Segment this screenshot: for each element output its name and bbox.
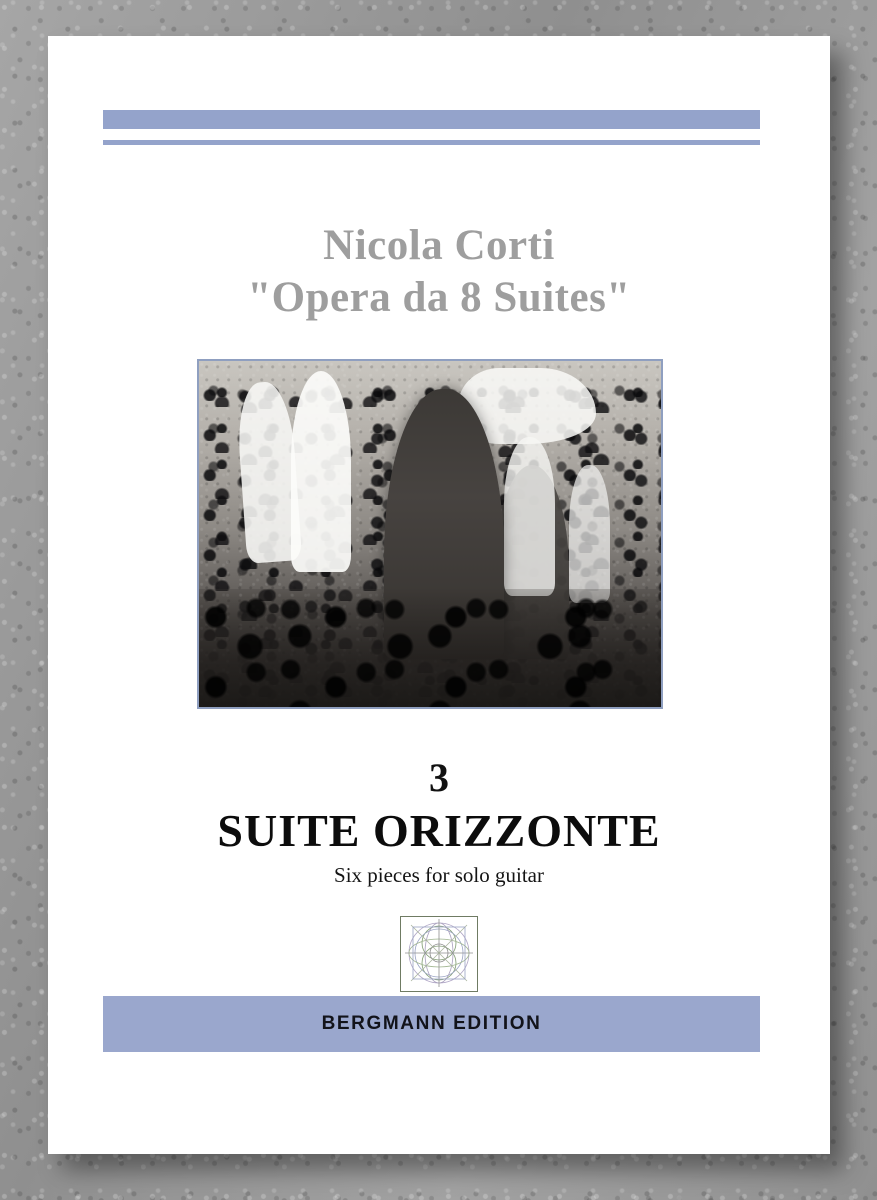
- top-thick-rule: [103, 110, 760, 129]
- artwork-snow-shape: [291, 371, 351, 572]
- publisher-footer-bar: [103, 996, 760, 1052]
- artwork-snow-shape: [569, 465, 611, 603]
- top-thin-rule: [103, 140, 760, 145]
- composer-name: Nicola Corti: [323, 222, 555, 269]
- artwork-snow-shape: [504, 437, 555, 596]
- cover-artwork: [197, 359, 663, 709]
- heading-block: [48, 220, 830, 325]
- artwork-image: [199, 361, 661, 707]
- artwork-foreground: [199, 589, 661, 707]
- opus-title: "Opera da 8 Suites": [247, 274, 631, 322]
- rule-spacer: [103, 129, 760, 140]
- publisher-logo-icon: [400, 916, 478, 992]
- publisher-name: BERGMANN EDITION: [321, 1013, 542, 1034]
- suite-number: 3: [429, 755, 449, 800]
- top-rule-group: [103, 110, 760, 145]
- suite-title: SUITE ORIZZONTE: [217, 805, 661, 856]
- suite-subtitle: Six pieces for solo guitar: [334, 863, 544, 887]
- cover-page: [48, 36, 830, 1154]
- logo-svg: [401, 917, 477, 991]
